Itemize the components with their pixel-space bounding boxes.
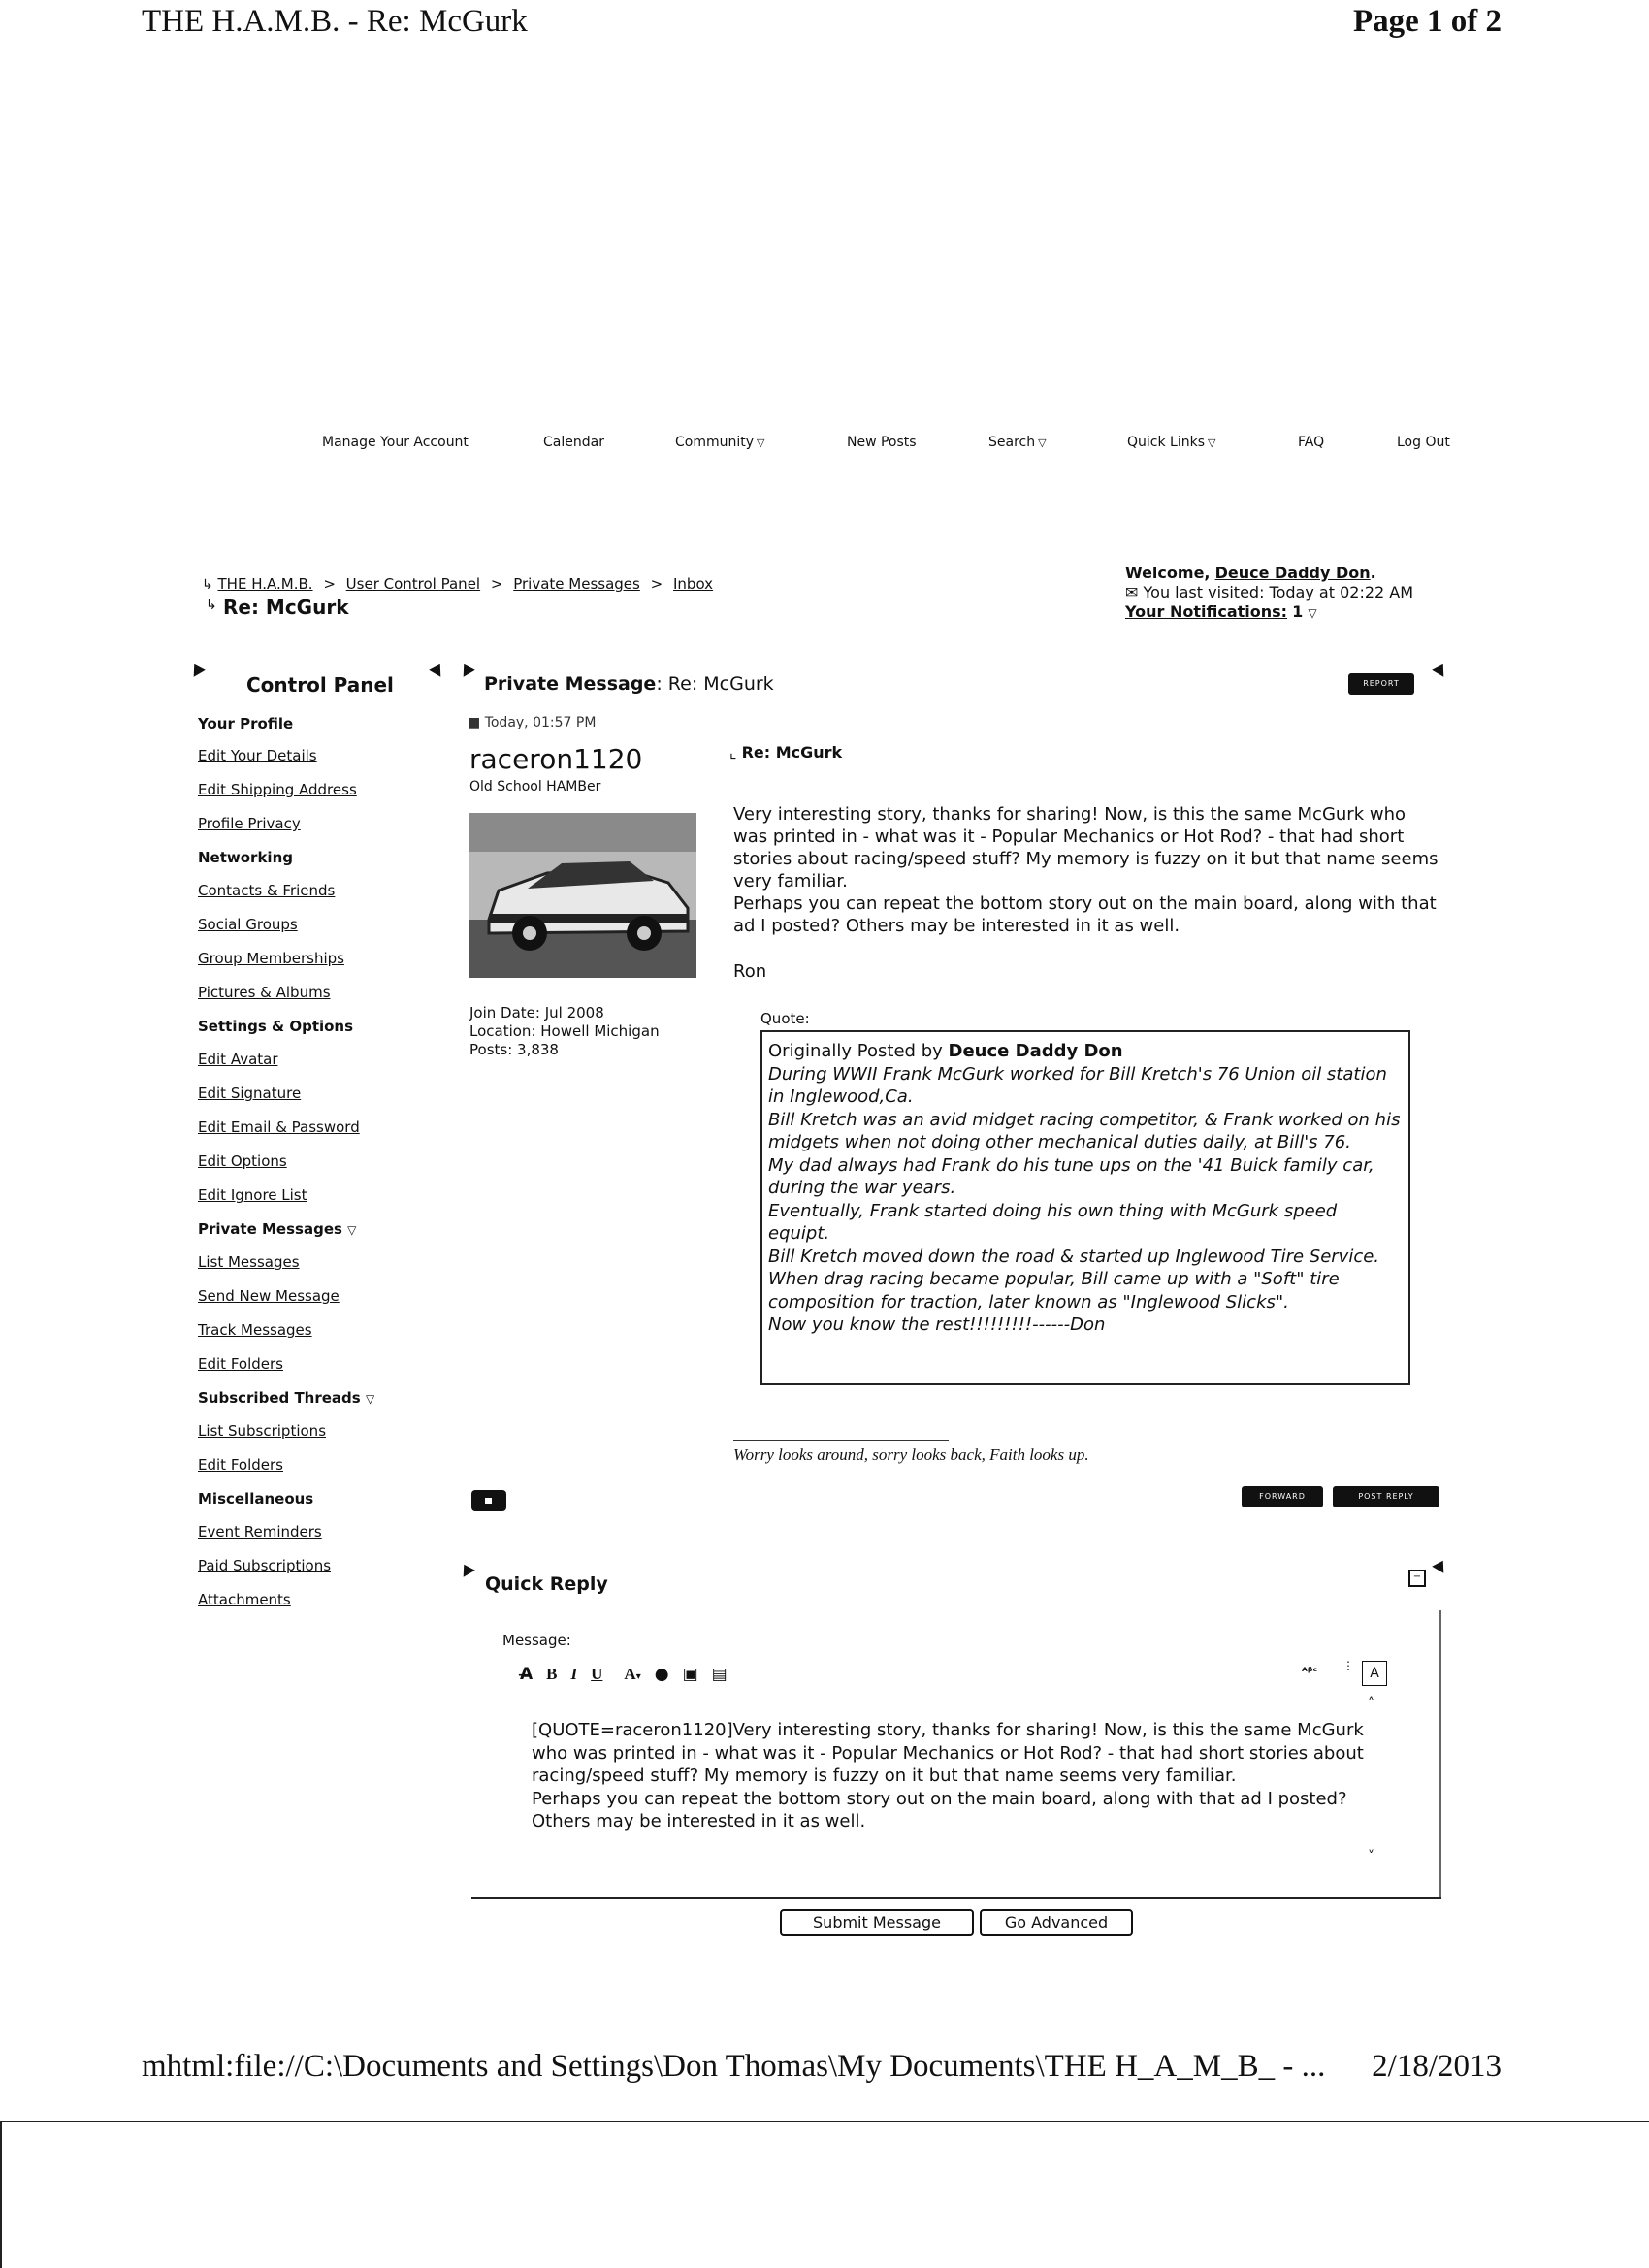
sidebar-heading-settings-options: Settings & Options (198, 1018, 354, 1035)
quote-line: Bill Kretch moved down the road & started up Inglewood Tire Service. (768, 1246, 1380, 1267)
author-title: Old School HAMBer (469, 779, 601, 794)
sidebar-item-edit-folders[interactable]: Edit Folders (198, 1355, 283, 1373)
author-posts: Posts: 3,838 (469, 1041, 559, 1058)
quote-line: During WWII Frank McGurk worked for Bill Kretch's 76 Union oil station in Inglewood,Ca. (768, 1063, 1387, 1107)
message-paragraph: Very interesting story, thanks for sharing! Now, is this the same McGurk who was printed in - what was it - Popular Mechanics or Hot Rod? - that had short stories about racing/speed stuff? My memory is fuzzy on it but that name seems very familiar. (733, 804, 1439, 891)
scroll-up-icon[interactable]: ˄ (1368, 1696, 1374, 1711)
author-info (469, 1004, 660, 1059)
breadcrumb-separator: > (323, 575, 336, 593)
message-paragraph: Perhaps you can repeat the bottom story out on the main board, along with that ad I posted? Others may be interested in it as well. (733, 893, 1437, 936)
nav-log-out-label: Log Out (1397, 435, 1450, 450)
nav-log-out[interactable] (1397, 435, 1450, 450)
breadcrumb-inbox[interactable]: Inbox (673, 575, 714, 593)
link-icon[interactable]: ● (654, 1665, 669, 1684)
current-page-arrow-icon: ↳ (206, 598, 217, 613)
image-icon[interactable]: ▣ (682, 1665, 698, 1684)
sidebar-heading-subscribed-threads (198, 1389, 374, 1407)
breadcrumb-separator: > (490, 575, 503, 593)
author-avatar[interactable] (469, 813, 696, 978)
nav-search-label: Search (988, 435, 1036, 450)
nav-manage-account-label: Manage Your Account (322, 435, 469, 450)
footer-divider (0, 2121, 1649, 2122)
notifications-count: 1 (1292, 602, 1304, 621)
sidebar-item-paid-subscriptions[interactable]: Paid Subscriptions (198, 1557, 332, 1574)
sidebar-item-pictures-albums[interactable]: Pictures & Albums (198, 984, 331, 1001)
quote-block (760, 1030, 1410, 1385)
sidebar-item-list-messages[interactable]: List Messages (198, 1253, 300, 1271)
car-photo (469, 813, 696, 978)
collapse-icon[interactable]: − (1408, 1570, 1426, 1587)
report-button[interactable]: REPORT (1348, 673, 1414, 695)
nav-new-posts[interactable] (847, 435, 917, 450)
italic-button[interactable]: I (570, 1665, 578, 1683)
chevron-down-icon: ▽ (1038, 437, 1047, 449)
sidebar-item-edit-signature[interactable]: Edit Signature (198, 1085, 302, 1102)
chevron-down-icon: ▽ (757, 437, 765, 449)
message-sign-off: Ron (733, 961, 767, 982)
sidebar-item-edit-ignore-list[interactable]: Edit Ignore List (198, 1186, 307, 1204)
resize-handle-icon[interactable]: ⋮ (1342, 1659, 1354, 1672)
chevron-down-icon[interactable]: ▽ (1308, 606, 1317, 620)
nav-faq[interactable] (1298, 435, 1324, 450)
breadcrumb-separator: > (650, 575, 663, 593)
switch-editor-mode-icon[interactable]: A (1362, 1661, 1387, 1686)
corner-triangle-icon (458, 1561, 475, 1577)
editor-bottom-border (471, 1897, 1441, 1899)
post-reply-button[interactable]: POST REPLY (1333, 1486, 1439, 1507)
go-advanced-button[interactable]: Go Advanced (980, 1909, 1133, 1936)
breadcrumb-private-messages[interactable]: Private Messages (513, 575, 640, 593)
breadcrumb-arrow-icon: ↳ (202, 577, 213, 593)
corner-triangle-icon (1432, 1557, 1449, 1573)
nav-calendar-label: Calendar (543, 435, 604, 450)
post-marker-icon: ■ (468, 715, 481, 730)
nav-new-posts-label: New Posts (847, 435, 917, 450)
sidebar-heading-private-messages (198, 1220, 356, 1238)
quote-author: Deuce Daddy Don (948, 1041, 1123, 1061)
sidebar-item-edit-your-details[interactable]: Edit Your Details (198, 747, 317, 764)
page-title: Re: McGurk (223, 596, 349, 619)
nav-faq-label: FAQ (1298, 435, 1325, 450)
sidebar-item-edit-folders-subscriptions[interactable]: Edit Folders (198, 1456, 283, 1474)
print-date: 2/18/2013 (1372, 2049, 1502, 2084)
message-body (733, 803, 1441, 983)
envelope-icon: ✉ (1125, 583, 1139, 601)
sidebar-heading-miscellaneous: Miscellaneous (198, 1490, 314, 1507)
sidebar-item-edit-shipping-address[interactable]: Edit Shipping Address (198, 781, 357, 798)
notifications-link[interactable]: Your Notifications: (1125, 602, 1288, 621)
author-join-date: Join Date: Jul 2008 (469, 1004, 604, 1021)
quote-label: Quote: (760, 1010, 810, 1027)
quote-attribution (768, 1040, 1403, 1063)
quote-line: Eventually, Frank started doing his own thing with McGurk speed equipt. (768, 1200, 1338, 1244)
author-username-link[interactable]: raceron1120 (469, 743, 643, 775)
nav-quick-links-label: Quick Links (1127, 435, 1206, 450)
sidebar-item-social-groups[interactable]: Social Groups (198, 916, 298, 933)
signature: Worry looks around, sorry looks back, Faith looks up. (733, 1445, 1089, 1464)
private-message-header: Private Message: Re: McGurk (484, 673, 774, 695)
timestamp-text: Today, 01:57 PM (484, 715, 597, 730)
quote-icon[interactable]: ▤ (711, 1665, 728, 1684)
subject-corner-icon: ⌞ (729, 743, 737, 761)
nav-calendar[interactable] (543, 435, 604, 450)
welcome-prefix: Welcome, (1125, 564, 1211, 582)
message-subject-text: Re: McGurk (741, 743, 843, 761)
breadcrumb-user-control-panel[interactable]: User Control Panel (345, 575, 481, 593)
breadcrumb-home[interactable]: THE H.A.M.B. (217, 575, 313, 593)
message-timestamp (468, 715, 596, 730)
quote-line: Bill Kretch was an avid midget racing competitor, & Frank worked on his midgets when not doing other mechanical duties daily, at Bill's 76. (768, 1109, 1401, 1152)
quote-line: When drag racing became popular, Bill came up with a "Soft" tire composition for traction, later known as "Inglewood Slicks". (768, 1269, 1340, 1312)
print-url: mhtml:file://C:\Documents and Settings\Don Thomas\My Documents\THE H_A_M_B_ - ... (142, 2049, 1326, 2084)
footer-border (0, 2122, 2, 2268)
quote-line: My dad always had Frank do his tune ups on the '41 Buick family car, during the war years. (768, 1154, 1374, 1198)
nav-community[interactable] (675, 435, 765, 450)
quote-line: Now you know the rest!!!!!!!!!------Don (768, 1314, 1106, 1335)
sidebar-item-profile-privacy[interactable]: Profile Privacy (198, 815, 301, 832)
font-color-button[interactable]: A▾ (624, 1665, 641, 1683)
signature-divider (733, 1440, 949, 1441)
sidebar-item-edit-email-password[interactable]: Edit Email & Password (198, 1118, 360, 1136)
message-status-icon[interactable] (471, 1490, 506, 1511)
sidebar-item-track-messages[interactable]: Track Messages (198, 1321, 312, 1339)
bold-button[interactable]: B (546, 1665, 558, 1683)
print-page-number: Page 1 of 2 (1352, 4, 1502, 39)
welcome-username-link[interactable]: Deuce Daddy Don (1214, 564, 1371, 582)
nav-community-label: Community (675, 435, 755, 450)
chevron-down-icon: ▽ (365, 1392, 375, 1406)
private-message-subject: Re: McGurk (667, 673, 774, 695)
sidebar-heading-label: Subscribed Threads (198, 1389, 361, 1407)
message-textarea-content: [QUOTE=raceron1120]Very interesting story, thanks for sharing! Now, is this the same McGurk who was printed in - what was it - Popular Mechanics or Hot Rod? - that had short stories about racing/speed stuff? My memory is fuzzy on it but that name seems very familiar. Perhaps you can repeat the bottom story out on the main board, along with that ad I posted? Others may be interested in it as well. (532, 1720, 1364, 1831)
chevron-down-icon: ▽ (347, 1223, 357, 1237)
font-color-label: A (624, 1665, 636, 1683)
message-label: Message: (502, 1632, 571, 1649)
remove-format-icon[interactable]: A̶ (520, 1665, 534, 1684)
welcome-box: Welcome, Deuce Daddy Don. ✉ You last visited: Today at 02:22 AM Your Notifications: 1 ▽ (1125, 564, 1414, 621)
nav-quick-links[interactable] (1127, 435, 1215, 450)
nav-manage-account[interactable] (322, 435, 469, 450)
sidebar-item-send-new-message[interactable]: Send New Message (198, 1287, 340, 1305)
private-message-label: Private Message (484, 673, 657, 695)
corner-triangle-icon (188, 661, 206, 677)
sidebar-item-contacts-friends[interactable]: Contacts & Friends (198, 882, 336, 899)
corner-triangle-icon (429, 661, 446, 677)
author-location: Location: Howell Michigan (469, 1022, 660, 1040)
sidebar-item-edit-options[interactable]: Edit Options (198, 1152, 287, 1170)
spellcheck-icon[interactable]: ᴬᵝᶜ (1302, 1665, 1318, 1678)
quick-reply-title: Quick Reply (485, 1573, 608, 1595)
sidebar-heading-label: Private Messages (198, 1220, 342, 1238)
sidebar-item-attachments[interactable]: Attachments (198, 1591, 291, 1608)
print-page-title: THE H.A.M.B. - Re: McGurk (142, 4, 528, 39)
last-visited-text: You last visited: Today at 02:22 AM (1143, 583, 1414, 601)
forward-button[interactable]: FORWARD (1242, 1486, 1323, 1507)
quote-intro: Originally Posted by (768, 1041, 943, 1061)
chevron-down-icon: ▽ (1208, 437, 1216, 449)
sidebar-heading-networking: Networking (198, 849, 293, 866)
nav-search[interactable] (988, 435, 1047, 450)
sidebar-item-list-subscriptions[interactable]: List Subscriptions (198, 1422, 327, 1440)
corner-triangle-icon (1432, 661, 1449, 677)
breadcrumb (202, 575, 713, 593)
submit-message-button[interactable]: Submit Message (780, 1909, 974, 1936)
corner-triangle-icon (458, 661, 475, 677)
sidebar-item-edit-avatar[interactable]: Edit Avatar (198, 1051, 278, 1068)
sidebar-item-group-memberships[interactable]: Group Memberships (198, 950, 344, 967)
control-panel-title: Control Panel (246, 673, 394, 697)
editor-right-border (1439, 1610, 1441, 1897)
editor-toolbar (520, 1665, 728, 1684)
sidebar-heading-your-profile: Your Profile (198, 715, 294, 732)
status-dot (485, 1498, 492, 1504)
sidebar-item-event-reminders[interactable]: Event Reminders (198, 1523, 322, 1540)
underline-button[interactable]: U (591, 1665, 603, 1683)
message-subject (729, 743, 842, 761)
scroll-down-icon[interactable]: ˅ (1368, 1849, 1374, 1864)
